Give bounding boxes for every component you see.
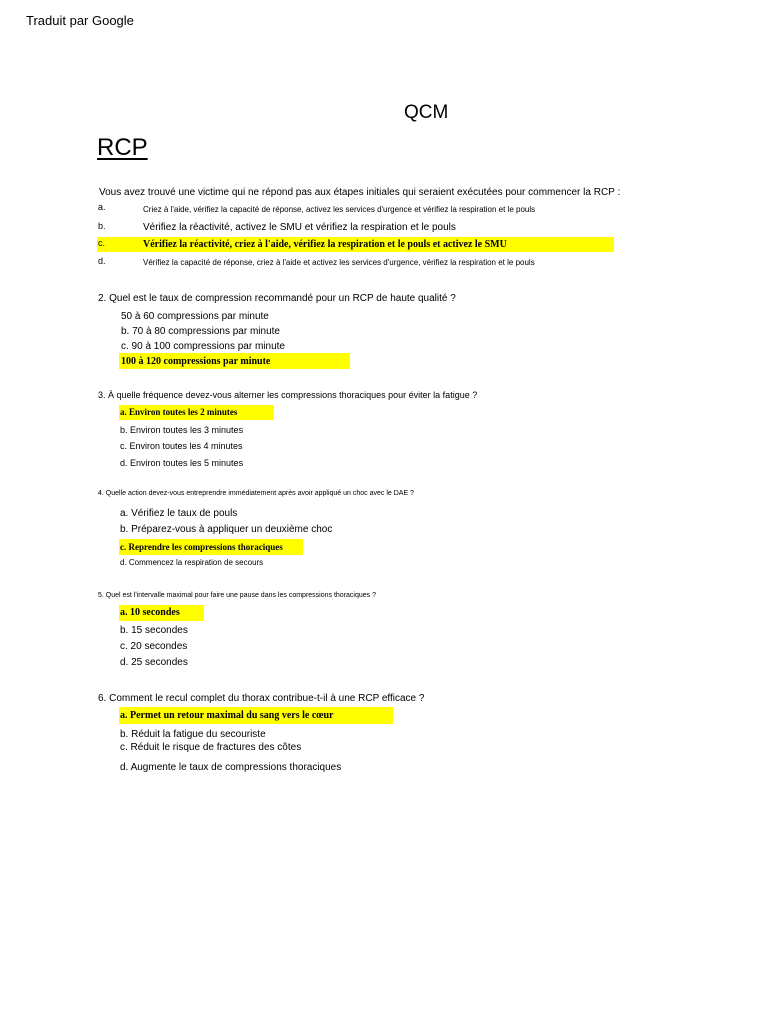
question-6-prompt: 6. Comment le recul complet du thorax contribue-t-il à une RCP efficace ? — [98, 693, 425, 704]
question-4-option-d: d. Commencez la respiration de secours — [120, 558, 264, 567]
translated-by-label: Traduit par Google — [26, 13, 134, 28]
question-2-option-b: b. 70 à 80 compressions par minute — [121, 326, 280, 337]
question-1-option-d-letter: d. — [98, 256, 106, 266]
question-6-option-c: c. Réduit le risque de fractures des côtes — [120, 742, 302, 753]
question-3-option-a: a. Environ toutes les 2 minutes — [120, 407, 238, 417]
question-4-prompt: 4. Quelle action devez-vous entreprendre immédiatement après avoir appliqué un choc avec le DAE ? — [98, 490, 414, 497]
question-1-option-b: Vérifiez la réactivité, activez le SMU et vérifiez la respiration et le pouls — [143, 222, 456, 233]
question-2-option-c: c. 90 à 100 compressions par minute — [121, 341, 285, 352]
question-2-option-d: 100 à 120 compressions par minute — [121, 356, 271, 367]
question-5-option-d: d. 25 secondes — [120, 657, 188, 668]
question-1-option-a: Criez à l'aide, vérifiez la capacité de réponse, activez les services d'urgence et vérifiez la respiration et le pouls — [143, 205, 536, 214]
question-1-option-c-letter: c. — [98, 238, 106, 248]
question-2-prompt: 2. Quel est le taux de compression recommandé pour un RCP de haute qualité ? — [98, 293, 456, 304]
question-4-option-b: b. Préparez-vous à appliquer un deuxième choc — [120, 524, 333, 535]
question-1-option-b-letter: b. — [98, 221, 106, 231]
question-5-option-a: a. 10 secondes — [120, 607, 180, 618]
question-5-option-c: c. 20 secondes — [120, 641, 188, 652]
question-4-option-a: a. Vérifiez le taux de pouls — [120, 508, 238, 519]
question-5-prompt: 5. Quel est l'intervalle maximal pour faire une pause dans les compressions thoraciques ? — [98, 592, 376, 599]
document-heading: RCP — [97, 134, 148, 161]
question-6-option-d: d. Augmente le taux de compressions thoraciques — [120, 762, 342, 773]
question-1-option-d: Vérifiez la capacité de réponse, criez à l'aide et activez les services d'urgence, vérifiez la respiration et le pouls — [143, 258, 535, 267]
document-title: QCM — [404, 102, 449, 123]
question-3-prompt: 3. À quelle fréquence devez-vous alterner les compressions thoraciques pour éviter la fatigue ? — [98, 390, 478, 400]
question-6-option-a: a. Permet un retour maximal du sang vers le cœur — [120, 710, 334, 721]
question-1-option-c: Vérifiez la réactivité, criez à l'aide, vérifiez la respiration et le pouls et activez le SMU — [143, 239, 507, 250]
question-3-option-c: c. Environ toutes les 4 minutes — [120, 441, 243, 451]
question-4-option-c: c. Reprendre les compressions thoraciques — [120, 542, 283, 552]
question-1-prompt: Vous avez trouvé une victime qui ne répond pas aux étapes initiales qui seraient exécutées pour commencer la RCP : — [99, 187, 621, 198]
question-6-option-b: b. Réduit la fatigue du secouriste — [120, 729, 266, 740]
question-5-option-b: b. 15 secondes — [120, 625, 188, 636]
question-3-option-d: d. Environ toutes les 5 minutes — [120, 458, 244, 468]
question-1-option-a-letter: a. — [98, 202, 106, 212]
question-3-option-b: b. Environ toutes les 3 minutes — [120, 425, 244, 435]
question-2-option-a: 50 à 60 compressions par minute — [121, 311, 269, 322]
